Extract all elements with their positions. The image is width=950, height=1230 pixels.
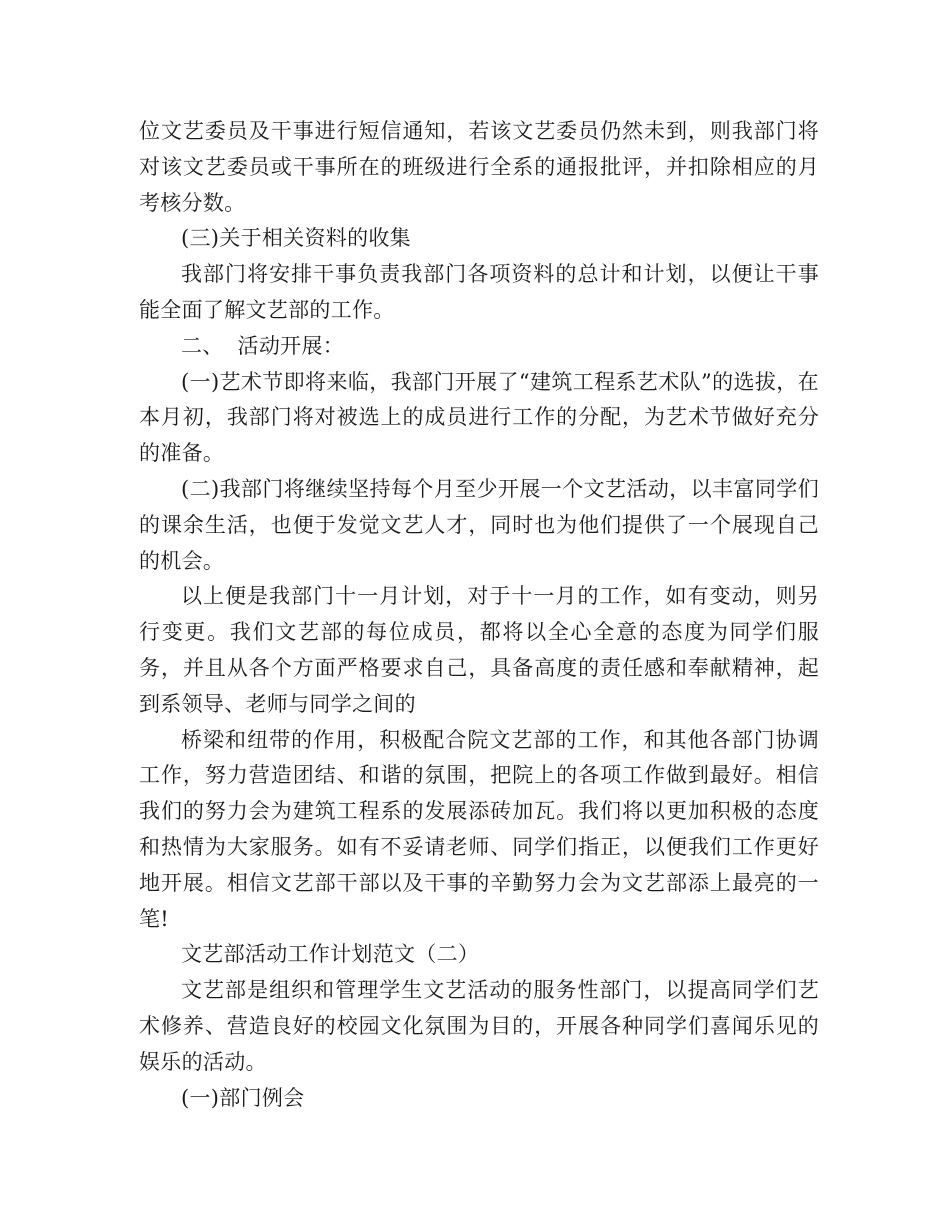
paragraph-1: 位文艺委员及干事进行短信通知，若该文艺委员仍然未到，则我部门将对该文艺委员或干事所在的班级进行全系的通报批评，并扣除相应的月考核分数。 (139, 119, 819, 215)
paragraph-3: 我部门将安排干事负责我部门各项资料的总计和计划，以便让干事能全面了解文艺部的工作。 (139, 262, 819, 322)
paragraph-11: (一)部门例会 (181, 1085, 305, 1110)
paragraph-6: (二)我部门将继续坚持每个月至少开展一个文艺活动，以丰富同学们的课余生活，也便于发觉文艺人才，同时也为他们提供了一个展现自己的机会。 (139, 476, 819, 573)
paragraph-7: 以上便是我部门十一月计划，对于十一月的工作，如有变动，则另行变更。我们文艺部的每位成员，都将以全心全意的态度为同学们服务，并且从各个方面严格要求自己，具备高度的责任感和奉献精神，起到系领导、老师与同学之间的 (139, 584, 819, 716)
paragraph-8: 桥梁和纽带的作用，积极配合院文艺部的工作，和其他各部门协调工作，努力营造团结、和谐的氛围，把院上的各项工作做到最好。相信我们的努力会为建筑工程系的发展添砖加瓦。我们将以更加积极的态度和热情为大家服务。如有不妥请老师、同学们指正，以便我们工作更好地开展。相信文艺部干部以及干事的辛勤努力会为文艺部添上最亮的一笔! (139, 727, 819, 931)
paragraph-10: 文艺部是组织和管理学生文艺活动的服务性部门，以提高同学们艺术修养、营造良好的校园文化氛围为目的，开展各种同学们喜闻乐见的娱乐的活动。 (139, 978, 819, 1074)
document-body (139, 114, 819, 1116)
section-heading: 文艺部活动工作计划范文（二） (181, 942, 480, 967)
paragraph-4: 二、 活动开展： (181, 333, 345, 358)
paragraph-5: (一)艺术节即将来临，我部门开展了“建筑工程系艺术队”的选拔，在本月初，我部门将对被选上的成员进行工作的分配，为艺术节做好充分的准备。 (139, 369, 819, 466)
paragraph-2: (三)关于相关资料的收集 (181, 226, 411, 251)
